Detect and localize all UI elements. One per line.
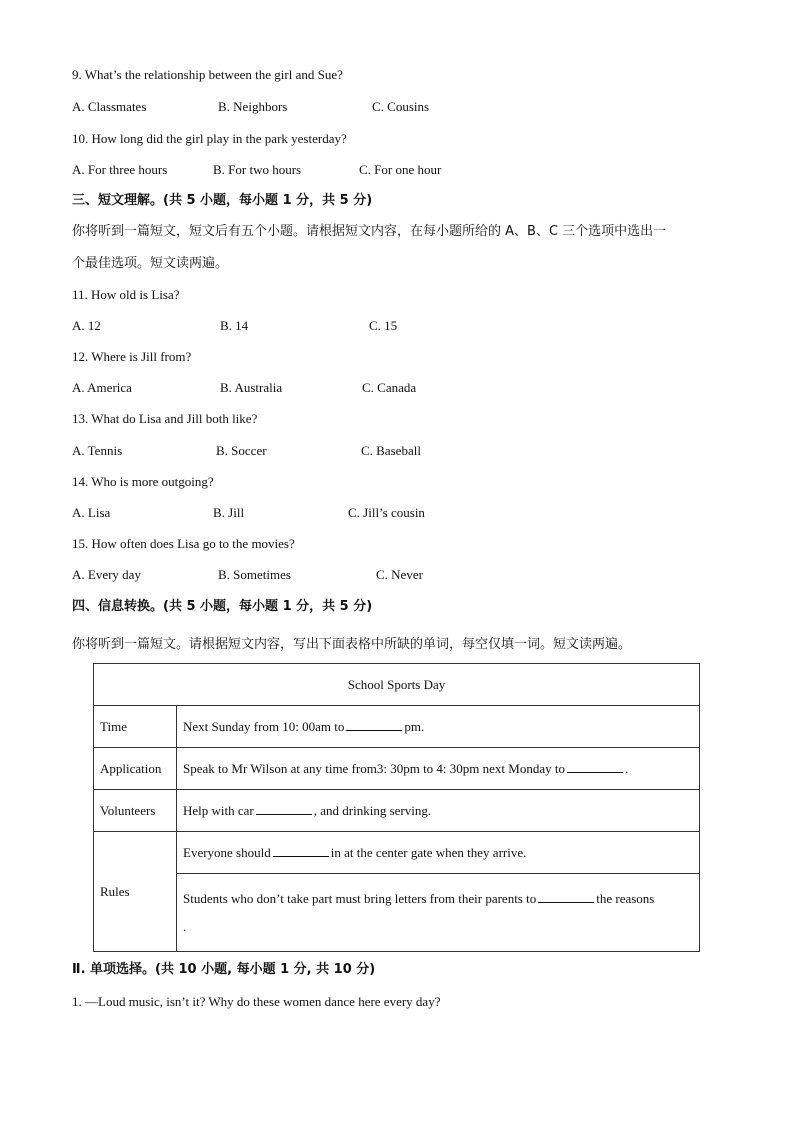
table-title: School Sports Day [94,664,700,706]
option-b: B. 14 [220,318,249,333]
option-c: C. Never [376,567,423,582]
option-a: A. For three hours [72,162,168,177]
row-content: Help with car , and drinking serving. [177,790,700,832]
answer-blank[interactable] [273,844,329,857]
option-b: B. For two hours [213,162,302,177]
option-c: C. Canada [362,380,417,395]
option-b: B. Sometimes [218,567,291,582]
option-c: C. Cousins [372,99,430,114]
option-b: B. Soccer [216,443,267,458]
option-a: A. Classmates [72,99,147,114]
table-row [94,748,700,790]
answer-blank[interactable] [567,760,623,773]
option-b: B. Australia [220,380,283,395]
sports-day-table [93,663,700,952]
section-2-heading: Ⅱ. 单项选择。(共 10 小题, 每小题 1 分, 共 10 分) [72,962,376,977]
option-b: B. Neighbors [218,99,288,114]
row-label: Rules [94,832,177,952]
section-4-instructions: 你将听到一篇短文。请根据短文内容，写出下面表格中所缺的单词，每空仅填一词。短文读两遍。 [72,637,632,652]
question-1: 1. —Loud music, isn’t it? Why do these women dance here every day? [72,994,441,1009]
question-10: 10. How long did the girl play in the park yesterday? [72,131,347,146]
option-c: C. For one hour [359,162,442,177]
row-content: Everyone should in at the center gate when they arrive. [177,832,700,874]
question-14: 14. Who is more outgoing? [72,474,214,489]
option-c: C. Baseball [361,443,421,458]
row-label: Time [94,706,177,748]
option-a: A. America [72,380,132,395]
answer-blank[interactable] [256,802,312,815]
section-3-heading: 三、短文理解。(共 5 小题，每小题 1 分，共 5 分) [72,193,373,208]
question-12: 12. Where is Jill from? [72,349,192,364]
table-row [94,832,700,874]
option-c: C. 15 [369,318,398,333]
table-row [94,874,700,952]
row-label: Volunteers [94,790,177,832]
section-4-heading: 四、信息转换。(共 5 小题，每小题 1 分，共 5 分) [72,599,373,614]
table-row [94,706,700,748]
table-row [94,790,700,832]
row-content: Speak to Mr Wilson at any time from3: 30pm to 4: 30pm next Monday to . [177,748,700,790]
row-content: Next Sunday from 10: 00am to pm. [177,706,700,748]
option-c: C. Jill’s cousin [348,505,425,520]
row-content: Students who don’t take part must bring letters from their parents to the reasons . [177,874,700,952]
option-a: A. 12 [72,318,101,333]
section-3-instructions-line-1: 你将听到一篇短文，短文后有五个小题。请根据短文内容，在每小题所给的 A、B、C 三个选项中选出一 [72,224,667,239]
question-13: 13. What do Lisa and Jill both like? [72,411,258,426]
row-label: Application [94,748,177,790]
question-11: 11. How old is Lisa? [72,287,180,302]
question-9: 9. What’s the relationship between the girl and Sue? [72,67,343,82]
option-b: B. Jill [213,505,245,520]
section-3-instructions-line-2: 个最佳选项。短文读两遍。 [72,256,229,271]
option-a: A. Lisa [72,505,111,520]
option-a: A. Tennis [72,443,123,458]
answer-blank[interactable] [346,718,402,731]
option-a: A. Every day [72,567,141,582]
question-15: 15. How often does Lisa go to the movies? [72,536,295,551]
answer-blank[interactable] [538,890,594,903]
